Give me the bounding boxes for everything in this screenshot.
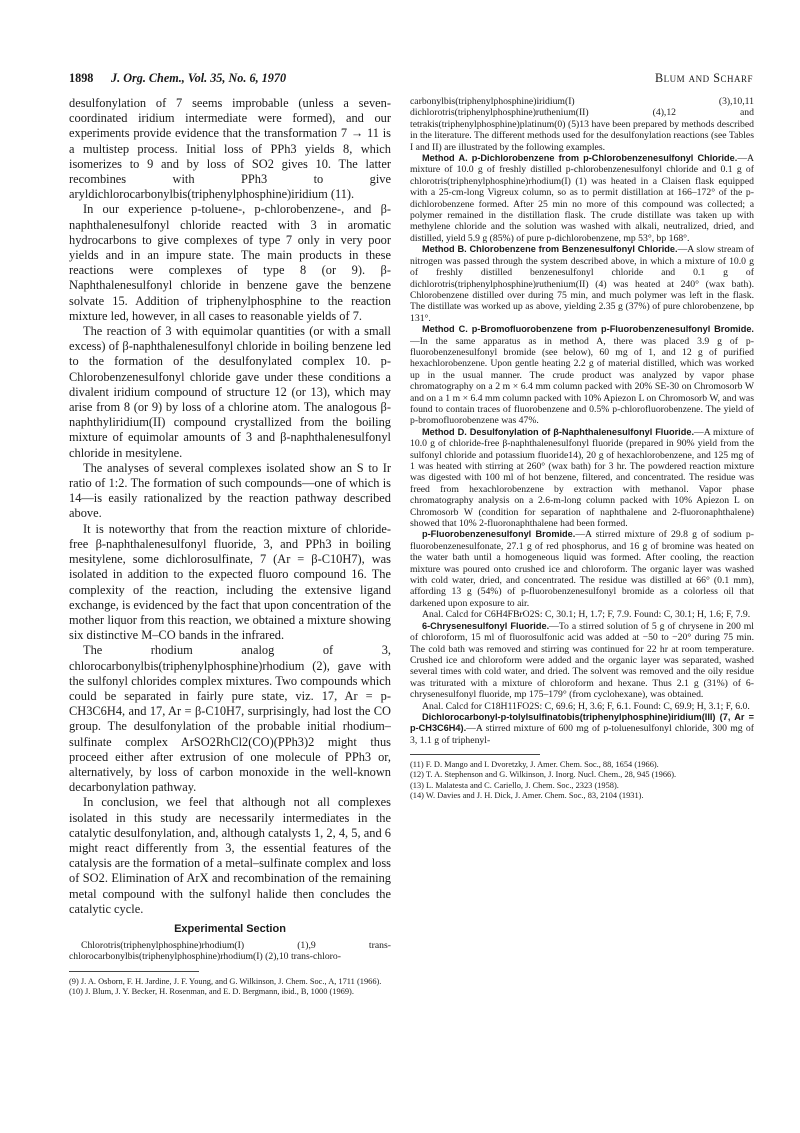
analysis: Anal. Calcd for C18H11FO2S: C, 69.6; H, 3.6; F, 6.1. Found: C, 69.9; H, 3.1; F, 6.0. (422, 700, 750, 712)
procedure-heading: Dichlorocarbonyl-p-tolylsulfinatobis(triphenylphosphine)iridium(III) (7, Ar = p-CH3C6H4). (410, 711, 754, 734)
footnote: (13) L. Malatesta and C. Cariello, J. Chem. Soc., 2323 (1958). (410, 780, 619, 790)
running-authors: Blum and Scharf (654, 71, 753, 85)
procedure-heading: 6-Chrysenesulfonyl Fluoride. (422, 620, 550, 631)
footnote: (14) W. Davies and J. H. Dick, J. Amer. Chem. Soc., 83, 2104 (1931). (410, 791, 644, 801)
right-column (410, 96, 754, 1106)
method-c (410, 324, 754, 427)
method-text: —In the same apparatus as in method A, there was placed 3.9 g of p-fluorobenzenesulfonyl bromide (see below), 60 mg of 1, and 12 g of purified hexachlorobenzene. Upon gentle heating 2.2 g of material distilled, which was worked up in the usual manner. The crude product was analyzed by vapor phase chromatography on a 2 m × 6.4 mm column packed with 20% SE-30 on Chromosorb W and on a 1 m × 6.4 mm column packed with 10% Apiezon L on Chromosorb W, and was found to contain traces of fluorobenzene and 0.5% p-chlorofluorobenzene. The yield of p-bromofluorobenzene was 47%. (410, 335, 754, 427)
method-heading: Method D. Desulfonylation of β-Naphthalenesulfonyl Fluoride. (422, 426, 694, 437)
paragraph: In conclusion, we feel that although not all complexes isolated in this study are necessarily intermediates in the catalytic desulfonylation, and, although catalysts 1, 2, 4, 5, and 6 might react differently from 3, the essential features of the catalysis are the formation of a metal–sulfinate complex and loss of SO2. Elimination of ArX and recombination of the remaining metal compound with the sulfonyl halide then concludes the catalytic cycle. (69, 795, 391, 916)
section-heading: Experimental Section (174, 922, 286, 935)
paragraph: The rhodium analog of 3, chlorocarbonylbis(triphenylphosphine)rhodium (2), gave with the sulfonyl chlorides complex mixtures. Two compounds which could be separated in fairly pure state, viz. 17, Ar = p-CH3C6H4, and 17, Ar = β-C10H7, surprisingly, had lost the CO group. The desulfonylation of the probable initial rhodium–sulfinate complex ArSO2RhCl2(CO)(PPh3)2 might thus proceed either after extrusion of one molecule of PPh3 or, alternatively, by loss of carbon monoxide in the well-known decarbonylation pathway. (69, 643, 391, 795)
paragraph: carbonylbis(triphenylphosphine)iridium(I) (3),10,11 dichlorotris(triphenylphosphine)ruthenium(II) (4),12 and tetrakis(triphenylphosphine)platinum(0) (5)13 have been prepared by methods described in the literature. The different methods used for the desulfonylation reactions (see Tables I and II) are illustrated by the following examples. (410, 96, 754, 153)
procedure-text: —A stirred mixture of 600 mg of p-toluenesulfonyl chloride, 300 mg of 3, 1.1 g of triphenyl- (410, 723, 754, 746)
paragraph: The analyses of several complexes isolated show an S to Ir ratio of 1:2. The formation of such compounds—one of which is 14—is easily rationalized by the reaction pathway described above. (69, 460, 391, 521)
paragraph: Chlorotris(triphenylphosphine)rhodium(I) (1),9 trans-chlorocarbonylbis(triphenylphosphine)rhodium(I) (2),10 trans-chloro- (69, 939, 391, 963)
left-column (69, 96, 391, 1106)
method-heading: Method C. p-Bromofluorobenzene from p-Fluorobenzenesulfonyl Bromide. (422, 324, 754, 335)
analysis: Anal. Calcd for C6H4FBrO2S: C, 30.1; H, 1.7; F, 7.9. Found: C, 30.1; H, 1.6; F, 7.9. (422, 609, 751, 621)
paragraph: The reaction of 3 with equimolar quantities (or with a small excess) of β-naphthalenesulfonyl chloride in boiling benzene led to the formation of the desulfonylated complex 10. p-Chlorobenzenesulfonyl chloride gave under these conditions a divalent iridium compound of structure 12 (or 13), which may arise from 8 (or 9) by loss of a chlorine atom. The analogous β-naphthyliridium(II) compound crystallized from the boiling mixture of equimolar amounts of 3 and β-naphthalenesulfonyl chloride in mesitylene. (69, 324, 391, 460)
method-heading: Method A. p-Dichlorobenzene from p-Chlorobenzenesulfonyl Chloride. (422, 153, 738, 164)
procedure (410, 712, 754, 746)
footnote: (12) T. A. Stephenson and G. Wilkinson, J. Inorg. Nucl. Chem., 28, 945 (1966). (410, 770, 677, 780)
method-text: —A mixture of 10.0 g of chloride-free β-naphthalenesulfonyl fluoride (prepared in 90% yield from the sulfonyl chloride and potassium fluoride14), 20 g of hexachlorobenzene, and 125 mg of 1 was heated with stirring at 260° (wax bath) for 3 hr. The powdered reaction mixture was digested with 100 ml of hot benzene, filtered, and concentrated. The residue was freed from hexachlorobenzene by extraction with methanol. Vapor phase chromatography analysis on a 2.6-m-long column packed with 10% Apiezon L on Chromosorb W (condition for separation of naphthalene and 2-fluoronaphthalene) showed that 10% 2-fluoronaphthalene had been formed. (410, 426, 754, 530)
paragraph: In our experience p-toluene-, p-chlorobenzene-, and β-naphthalenesulfonyl chloride reacted with 3 in aromatic hydrocarbons to give complexes of type 7 only in very poor yields and in an impure state. The main products in these reactions were complexes of type 8 (or 9). β-Naphthalenesulfonyl chloride in benzene gave the benzene solvate 15. Addition of triphenylphosphine to the reaction mixture led, however, in all cases to reasonable yields of 7. (69, 202, 391, 323)
method-text: —A slow stream of nitrogen was passed through the system described above, in which a mixture of 10.0 g of freshly distilled benzenesulfonyl chloride and 0.1 g of dichlorotris(triphenylphosphine)ruthenium(II) (4) was heated at 240° (wax bath). Chlorobenzene distilled over during 75 min, and much polymer was left in the flask. The distillate was worked up as above, yielding 2.35 g (37%) of pure chlorobenzene, bp 131°. (410, 244, 754, 324)
method-a (410, 153, 754, 244)
paragraph: It is noteworthy that from the reaction mixture of chloride-free β-naphthalenesulfonyl fluoride, 3, and PPh3 in boiling mesitylene, some dichlorosulfinate, 7 (Ar = β-C10H7), was isolated in addition to the expected fluoro compound 16. The complexity of the reaction, including the extensive ligand exchange, is evidenced by the fact that upon concentration of the mother liquor from this reaction, we obtained a mixture showing six distinctive M–CO bands in the infrared. (69, 521, 391, 643)
footnote: (9) J. A. Osborn, F. H. Jardine, J. F. Young, and G. Wilkinson, J. Chem. Soc., A, 1711 (1966). (69, 976, 382, 986)
page-number: 1898 (69, 71, 94, 85)
footnote: (11) F. D. Mango and I. Dvoretzky, J. Amer. Chem. Soc., 88, 1654 (1966). (410, 760, 659, 770)
procedure (410, 529, 754, 609)
running-header (69, 71, 753, 89)
method-b (410, 244, 754, 324)
footnote-rule (69, 971, 199, 972)
procedure (410, 621, 754, 701)
method-d (410, 427, 754, 530)
procedure-text: —To a stirred solution of 5 g of chrysene in 200 ml of chloroform, 15 ml of fluorosulfonic acid was added at −50 to −20° during 75 min. The cold bath was removed and stirring was continued for 22 hr at room temperature. Crushed ice and chloroform were added and the organic layer was separated, washed several times with cold water, and dried. The solvent was removed and the oily residue was triturated with a mixture of chloroform and hexane. Thus 2.1 g (31%) of 6-chrysenesulfonyl fluoride, mp 175–179° (from cyclohexane), was obtained. (410, 620, 754, 701)
paragraph: desulfonylation of 7 seems improbable (unless a seven-coordinated iridium intermediate were formed), and our experiments provide evidence that the transformation 7 → 11 is a multistep process. Initial loss of PPh3 yields 8, which isomerizes to 9 and by loss of SO2 gives 10. The latter recombines with PPh3 to give aryldichlorocarbonylbis(triphenylphosphine)iridium (11). (69, 96, 391, 202)
footnote: (10) J. Blum, J. Y. Becker, H. Rosenman, and E. D. Bergmann, ibid., B, 1000 (1969). (69, 987, 354, 997)
journal-citation: J. Org. Chem., Vol. 35, No. 6, 1970 (111, 71, 287, 85)
method-heading: Method B. Chlorobenzene from Benzenesulfonyl Chloride. (422, 244, 678, 255)
footnote-rule (410, 754, 540, 755)
procedure-heading: p-Fluorobenzenesulfonyl Bromide. (422, 529, 576, 540)
procedure-text: —A stirred mixture of 29.8 g of sodium p-fluorobenzenesulfonate, 27.1 g of red phosphorus, and 16 g of bromine was heated on the water bath until a homogeneous liquid was formed. After cooling, the reaction mixture was poured onto crushed ice and chloroform. The organic layer was washed with cold water, dried, and concentrated. The residue was distilled at 66° (0.1 mm), affording 13 g (54%) of p-fluorobenzenesulfonyl bromide as a colorless oil that darkened upon exposure to air. (410, 529, 754, 609)
method-text: —A mixture of 10.0 g of freshly distilled p-chlorobenzenesulfonyl chloride and 0.1 g of chlorotris(triphenylphosphine)rhodium(I) (1) was heated in a Claisen flask equipped with a 25-cm-long Vigreux column, so as to permit distillation at 166–172° of the p-dichlorobenzene formed. After 25 min no more of this compound was collected; a polymer remained in the distillation flask. The crude distillate was taken up with methylene chloride and the solution was washed with alkali, neutralized, dried, and distilled, yield 5.9 g (85%) of pure p-dichlorobenzene, mp 53°, bp 168°. (410, 153, 754, 244)
